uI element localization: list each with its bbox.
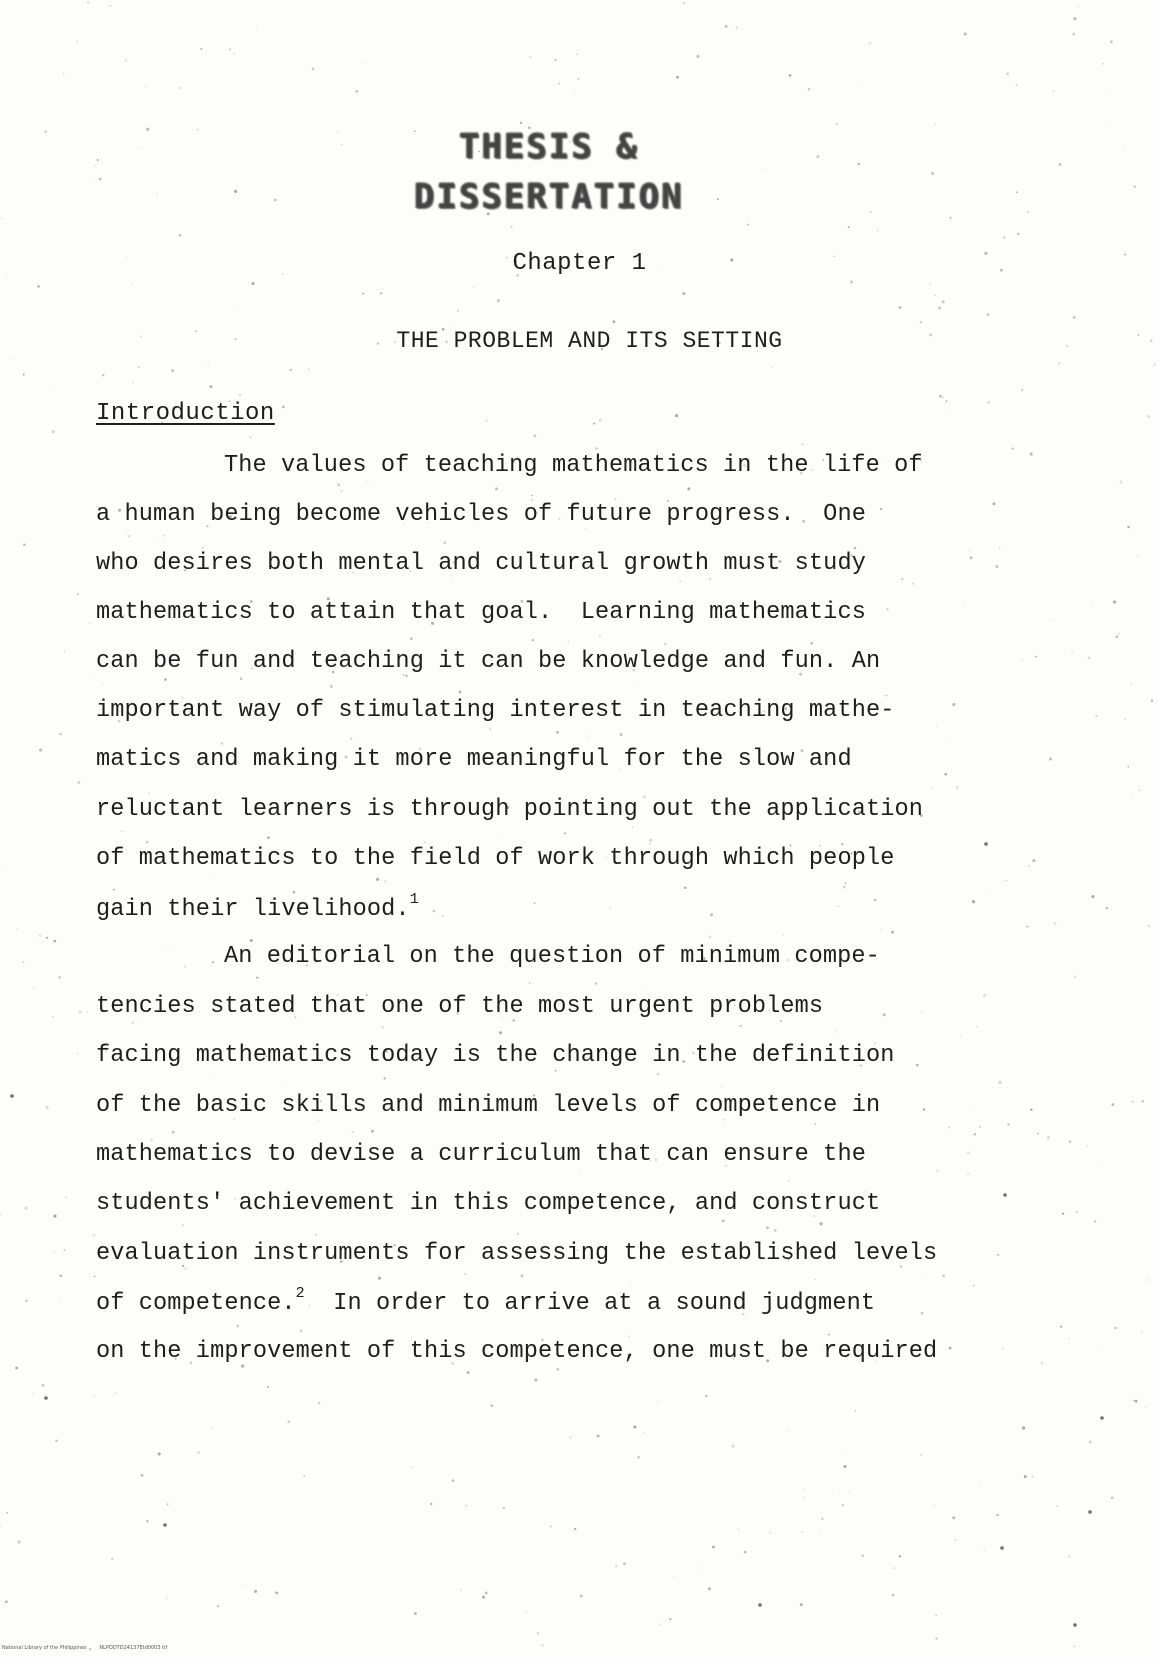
paragraph2-line-8-text: of competence.: [96, 1289, 296, 1317]
paragraph2-line-3: facing mathematics today is the change in the definition: [96, 1042, 895, 1069]
footnote-marker-2: 2: [295, 1285, 305, 1302]
paragraph1-line-10: [96, 891, 419, 923]
paragraph1-line-1: The values of teaching mathematics in the life of: [224, 452, 923, 479]
paragraph2-line-6: students' achievement in this competence, and construct: [96, 1190, 881, 1217]
paragraph2-line-2: tencies stated that one of the most urgent problems: [96, 993, 824, 1020]
footer-library: National Library of the Philippines: [2, 1645, 87, 1651]
paragraph1-line-4: mathematics to attain that goal. Learning mathematics: [96, 599, 866, 626]
chapter-heading: Chapter 1: [512, 250, 647, 277]
paragraph2-line-1: An editorial on the question of minimum compe-: [224, 943, 880, 970]
paragraph1-line-2: a human being become vehicles of future progress. One: [96, 501, 866, 528]
stamp-text: THESIS & DISSERTATION: [414, 127, 684, 217]
paragraph2-line-7: evaluation instruments for assessing the established levels: [96, 1240, 938, 1267]
paragraph1-line-7: matics and making it more meaningful for the slow and: [96, 746, 852, 773]
paragraph2-line-9: on the improvement of this competence, one must be required: [96, 1338, 938, 1365]
paragraph1-line-3: who desires both mental and cultural growth must study: [96, 550, 866, 577]
section-title: THE PROBLEM AND ITS SETTING: [396, 328, 783, 354]
paragraph2-line-5: mathematics to devise a curriculum that can ensure the: [96, 1141, 866, 1168]
footer-file-id: NLPODTD24137Etd0003 tif: [99, 1645, 168, 1651]
paragraph1-line-10-text: gain their livelihood.: [96, 895, 410, 923]
paragraph1-line-5: can be fun and teaching it can be knowledge and fun. An: [96, 648, 881, 675]
paragraph1-line-9: of mathematics to the field of work through which people: [96, 845, 895, 872]
paragraph1-line-8: reluctant learners is through pointing out the application: [96, 796, 923, 823]
footnote-marker-1: 1: [409, 891, 419, 908]
paragraph2-line-8-continuation: In order to arrive at a sound judgment: [333, 1289, 876, 1317]
introduction-heading: Introduction: [96, 400, 275, 427]
paragraph2-line-4: of the basic skills and minimum levels of competence in: [96, 1092, 881, 1119]
scan-footer: [2, 1645, 167, 1651]
paragraph2-line-8: [96, 1285, 876, 1317]
paragraph1-line-6: important way of stimulating interest in teaching mathe-: [96, 697, 895, 724]
thesis-dissertation-stamp: [356, 122, 742, 217]
